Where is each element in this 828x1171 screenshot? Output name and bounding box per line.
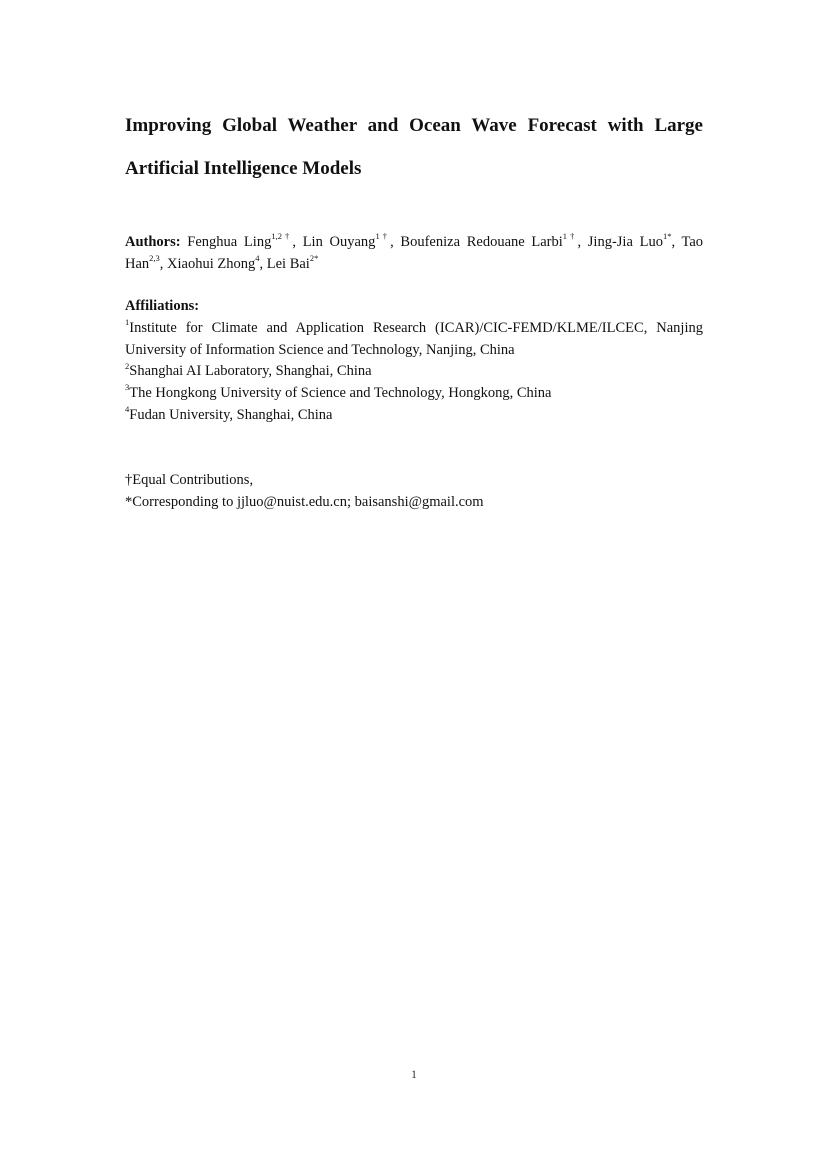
affiliations-block (125, 296, 703, 427)
equal-contribution-note: †Equal Contributions, (125, 472, 254, 488)
author-separator: , (577, 234, 588, 250)
title-line-1: Improving Global Weather and Ocean Wave Forecast with Large (125, 115, 703, 136)
affiliation-item (125, 361, 703, 383)
authors-line-2 (125, 253, 703, 275)
author-name: Lei Bai (266, 256, 310, 272)
affiliation-sup: 1 (125, 316, 130, 327)
author-affiliation-sup: 2* (309, 253, 319, 264)
author-affiliation-sup: 4 (255, 253, 260, 264)
author-separator: , (259, 256, 267, 272)
page-number: 1 (411, 1067, 417, 1081)
affiliations-heading: Affiliations: (125, 298, 200, 314)
affiliation-item (125, 383, 703, 405)
authors-label: Authors: (125, 234, 181, 250)
affiliation-item (125, 405, 703, 427)
authors-block (125, 231, 703, 275)
notes-block (125, 469, 703, 513)
author-separator: , (390, 234, 401, 250)
author-name: Jing-Jia Luo (587, 234, 663, 250)
author-separator: , (159, 256, 168, 272)
affiliation-text: Fudan University, Shanghai, China (129, 406, 333, 423)
author-name-part: Tao (681, 234, 704, 250)
affiliation-item-continuation: University of Information Science and Technology, Nanjing, China (125, 341, 515, 358)
corresponding-author-note: *Corresponding to jjluo@nuist.edu.cn; baisanshi@gmail.com (125, 494, 484, 510)
affiliation-text: The Hongkong University of Science and Technology, Hongkong, China (129, 385, 552, 402)
author-affiliation-sup: 1,2† (271, 231, 293, 242)
author-affiliation-sup: 1* (662, 231, 672, 242)
author-affiliation-sup: 1† (562, 231, 578, 242)
authors-line-1 (125, 231, 703, 253)
author-affiliation-sup: 1† (375, 231, 391, 242)
author-separator: , (292, 234, 303, 250)
affiliation-sup: 4 (125, 404, 130, 415)
paper-title (125, 104, 703, 190)
author-name: Boufeniza Redouane Larbi (400, 234, 563, 250)
author-name-part: Han (125, 256, 150, 272)
author-name: Fenghua Ling (187, 234, 272, 250)
author-name: Xiaohui Zhong (167, 256, 256, 272)
author-separator: , (671, 234, 682, 250)
affiliation-text: Shanghai AI Laboratory, Shanghai, China (129, 363, 372, 380)
affiliation-item (125, 318, 703, 340)
author-name: Lin Ouyang (302, 234, 376, 250)
affiliation-sup: 2 (125, 360, 130, 371)
title-line-2: Artificial Intelligence Models (125, 158, 362, 179)
affiliation-sup: 3 (125, 382, 130, 393)
affiliation-text: Institute for Climate and Application Research (ICAR)/CIC-FEMD/KLME/ILCEC, Nanjing (129, 319, 703, 336)
author-affiliation-sup: 2,3 (149, 253, 160, 264)
